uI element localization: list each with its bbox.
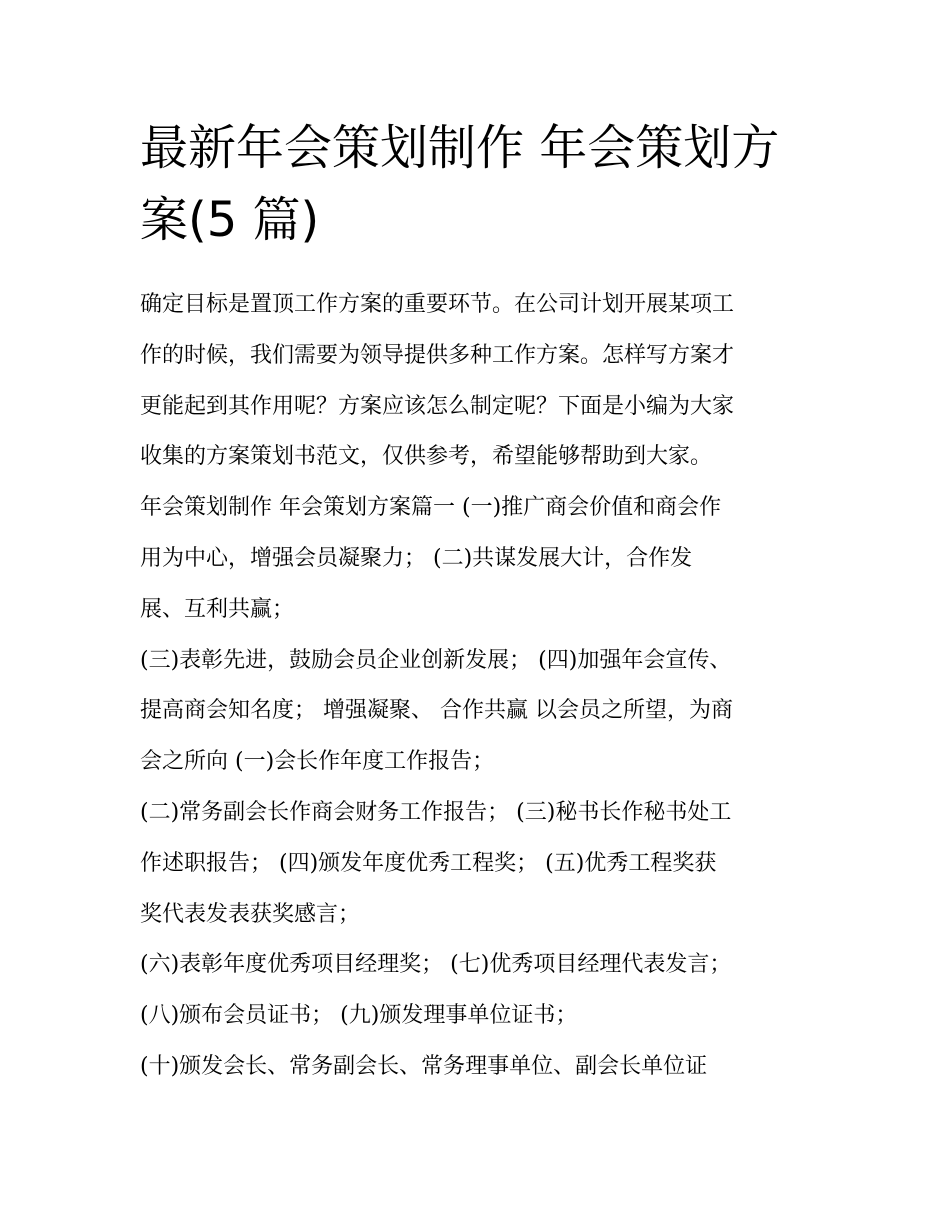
body-line: 提高商会知名度； 增强凝聚、 合作共赢 以会员之所望，为商 [140,698,733,724]
body-line: 更能起到其作用呢？方案应该怎么制定呢？下面是小编为大家 [140,393,735,419]
body-line: 年会策划制作 年会策划方案篇一 (一)推广商会价值和商会作 [140,495,722,521]
body-line: (六)表彰年度优秀项目经理奖； (七)优秀项目经理代表发言； [140,952,732,978]
body-line: 作述职报告； (四)颁发年度优秀工程奖； (五)优秀工程奖获 [140,850,717,876]
body-line: 确定目标是置顶工作方案的重要环节。在公司计划开展某项工 [140,292,735,317]
document-body [140,280,840,1093]
body-line: (十)颁发会长、常务副会长、常务理事单位、副会长单位证 [140,1053,708,1079]
body-line: 展、互利共赢； [140,596,295,622]
title-line: 最新年会策划制作 年会策划方 [140,120,780,176]
body-line: (二)常务副会长作商会财务工作报告； (三)秘书长作秘书处工 [140,799,732,825]
body-line: 会之所向 (一)会长作年度工作报告； [140,749,495,775]
body-line: 收集的方案策划书范文，仅供参考，希望能够帮助到大家。 [140,444,713,470]
body-line: 作的时候，我们需要为领导提供多种工作方案。怎样写方案才 [140,342,735,368]
title-line: 案(5 篇) [140,192,320,248]
body-line: 奖代表发表获奖感言； [140,901,361,927]
body-line: 用为中心，增强会员凝聚力； (二)共谋发展大计，合作发 [140,545,693,571]
body-line: (八)颁布会员证书； (九)颁发理事单位证书； [140,1003,578,1029]
document-title [140,112,840,256]
body-line: (三)表彰先进，鼓励会员企业创新发展； (四)加强年会宣传、 [140,647,732,673]
